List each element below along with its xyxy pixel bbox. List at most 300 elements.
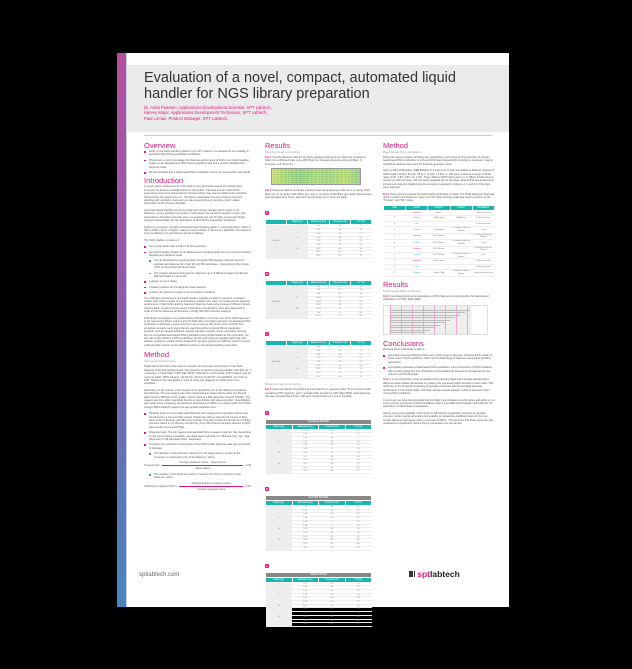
results-heading: Results (383, 279, 409, 289)
table-cell: 5 (384, 233, 406, 239)
column-header: Trueness (%) (319, 577, 346, 582)
column-header: CV (%) (345, 577, 372, 582)
author-line: Dr. Anita Pearson, Applications Development Scientist, SPT Labtech, (144, 105, 272, 110)
caption-text: Sample dispense data for the firefly pipetting head for a 1µL dispense of aqueous buffer into a 384-well plate using 384-50µL tips. Average dispense volume 0.98µL; % Trueness -1.8, %CV=2.2 (265, 156, 366, 166)
table-cell: 1.0 (350, 255, 371, 259)
column-left (144, 139, 251, 494)
table-cell: 0.98 (308, 232, 329, 236)
column-header: Reagent (428, 205, 450, 210)
table-cell: 0.7 (329, 357, 350, 361)
column-middle (265, 139, 372, 630)
table-cell: 2 (345, 437, 372, 441)
paragraph: In recent years, advancements in the field of next-generation sequencing (NGS) have improved our access to detailed genomic information. Samples that are destined for sequencing need to be processed into libraries before they can be loaded onto a machine that performs the sequencing run. This library preparation process involves numerous pipetting and incubation steps and can take several days to complete, which makes automation of this process desirable. (144, 185, 247, 206)
column-header: Measured (µL) (308, 341, 329, 346)
header-divider (144, 135, 492, 136)
table-cell: 10.0 (292, 459, 319, 463)
table-cell: 0.9 (329, 285, 350, 289)
table-cell (287, 315, 308, 319)
sptlabtech-logo (409, 569, 460, 579)
table-cell: -1.8 (329, 346, 350, 350)
table-cell: -1 (319, 524, 346, 528)
table-cell: Supernatant (428, 227, 450, 233)
table-cell: 1.01 (308, 293, 329, 297)
table-cell: -1.0 (329, 225, 350, 229)
method-subheading: Bead-based DNA purification (383, 150, 422, 154)
table-cell: - (428, 221, 450, 227)
table-cell: 1.8 (345, 524, 372, 528)
caption-text: Steps used to execute the bead-based purification on firefly. The firefly dispense head was used to perform all "Dispense" steps, and the firefly pipetting head was used to perform all the "Transfer" and "Mix" steps. (383, 192, 495, 203)
table-cell: Transfer (406, 240, 428, 246)
table-cell: 2.00 (292, 440, 319, 444)
table-cell: 0.0 (329, 364, 350, 368)
table-cell: Purification plate (472, 264, 494, 270)
figure-caption (383, 193, 495, 203)
table-cell: Transfer (406, 227, 428, 233)
table-cell: - (428, 264, 450, 270)
gel-band (390, 317, 455, 318)
table-cell: 2.6 (345, 506, 372, 510)
gradient-side-bar (117, 53, 126, 607)
formula-fraction (162, 461, 243, 470)
column-header: Trueness (%) (319, 424, 346, 429)
method-subheading: Volumetric performance (144, 359, 176, 364)
table-cell: 1.0 (345, 528, 372, 532)
table-cell: -0.8 (329, 255, 350, 259)
results-heading: Results (265, 141, 291, 150)
table-cell: 10.0 (292, 528, 319, 532)
table-cell: Dispense (406, 259, 428, 265)
column-header: CV (%) (350, 341, 371, 346)
method-heading: Method (383, 141, 409, 150)
table-cell: 10 (384, 264, 406, 270)
table-cell: 0.0 (319, 528, 346, 532)
table-cell: 0.0 (319, 582, 346, 586)
table-cell: 2 (384, 216, 406, 222)
table-cell: 0.5 (345, 466, 372, 470)
table-cell: 1 (266, 506, 293, 510)
table-cell: 10.0 (292, 604, 319, 608)
table-cell: 0 (319, 433, 346, 437)
table-cell: -0.5 (319, 597, 346, 601)
table-cell: 5.00 (308, 243, 329, 247)
column-header: CV (%) (345, 501, 372, 506)
table-cell: 0.0 (319, 506, 346, 510)
table-cell: 1.0 (350, 372, 371, 376)
list-item: two moving decks with a total of 16 deck positions (144, 245, 251, 248)
table-cell: -2.1 (329, 232, 350, 236)
figure-label: Fig 1. (265, 156, 272, 159)
table-cell: 20.0 (292, 623, 319, 627)
gel-band (390, 322, 445, 323)
table-cell: -0.6 (329, 375, 350, 379)
table-cell: Mix (406, 221, 428, 227)
table-cell: 1.99 (292, 601, 319, 605)
table-cell: 5.03 (308, 357, 329, 361)
table-cell: 2.3 (350, 349, 371, 353)
table-cell: 1.6 (345, 593, 372, 597)
table-cell: 0.5 (350, 315, 371, 319)
table-cell: Dispense (406, 210, 428, 216)
table-cell: -0.1 (319, 535, 346, 539)
table-cell: - (450, 233, 472, 239)
side-divider (126, 53, 127, 607)
table-cell: 0.8 (350, 364, 371, 368)
overview-list (144, 150, 251, 174)
steps-table (383, 205, 495, 277)
table-cell: 1.98 (292, 517, 319, 521)
table-cell: 1 (287, 346, 308, 350)
table-cell: 1.8 (345, 582, 372, 586)
table-cell: 0.0 (319, 532, 346, 536)
table-cell: 49.9 (308, 372, 329, 376)
gel-band (390, 327, 435, 328)
table-cell: 1.0 (345, 451, 372, 455)
table-cell: -2.0 (329, 353, 350, 357)
column-header: Step (384, 205, 406, 210)
table-cell: 1.0 (345, 535, 372, 539)
table-cell: 7 (384, 246, 406, 252)
table-cell: 1.01 (292, 509, 319, 513)
table-cell: 1.0 (350, 251, 371, 255)
table-cell: 0.5 (350, 311, 371, 315)
poster (117, 53, 509, 626)
dispense-tables (265, 401, 372, 627)
table-label: B (266, 487, 269, 492)
list-item: a loading position for the dispense head reagents (144, 286, 251, 289)
plate-heatmap-image (271, 168, 361, 185)
paragraph: Depending on the volume of test reagent to be quantified, one of two different procedures was followed. The test reagent was either dispensed into target volume wells of a 96-well plate (Greiner 655101) or the smaller volume wells of a 384-well plate (Greiner 781091). The reagent was then either quantified directly or after dilution with aqueous buffer. Quantification was achieved by measuring the tartrazine absorbance at 405nm on a plate reader (FLUOstar Omega, BMG Labtech) against the appropriate standard curve. (144, 388, 251, 409)
gel-band (390, 312, 465, 313)
table-cell: 1.6 (350, 285, 371, 289)
table-cell: 0.7 (345, 623, 372, 627)
table-cell: 5.00 (308, 364, 329, 368)
table-cell: - (450, 221, 472, 227)
table-cell: 4 (384, 227, 406, 233)
table-cell: 0.0 (319, 429, 346, 433)
gel-band (390, 320, 450, 321)
table-cell: 1.98 (292, 520, 319, 524)
sub-list-item: The air-displacement pipetting head comprises 384 pipetting channels and can aspirate and dispense from both 96 and 384 well plates – depending on the format of the tip-box presented to the head. (144, 259, 251, 269)
conclusions-list (383, 354, 495, 376)
table-cell: 80% Ethanol (428, 240, 450, 246)
table-cell: Purification plate on Magnet (450, 253, 472, 259)
sub-list-item: The positive displacement head can dispense up to 8 different reagents to 96 and 384 well plates on the decks. (144, 272, 251, 279)
column-header: Measured (µL) (292, 424, 319, 429)
table-cell: 1.00 (292, 589, 319, 593)
table-cell: Purification plate (472, 216, 494, 222)
data-table (265, 280, 372, 319)
table-cell: Transfer (406, 253, 428, 259)
table-cell: Purification plate on Magnet (472, 246, 494, 252)
table-cell: 10.0 (292, 451, 319, 455)
table-cell (266, 470, 293, 474)
table-cell: 0.98 (308, 229, 329, 233)
table-cell: 1.0 (345, 455, 372, 459)
logo-spt: spt (417, 569, 430, 579)
formula-denominator: Target volume (195, 467, 211, 471)
table-cell: 1.00 (292, 506, 319, 510)
table-cell: 3 (384, 221, 406, 227)
column-header: Trueness (%) (329, 280, 350, 285)
list-item: accurately dispense different fluids over a wide range of volumes, including fluids similar to those used in NGS workflows, which can be challenging to dispense using liquid handling automation. (383, 354, 495, 364)
table-cell: 0.5 (350, 307, 371, 311)
author-line: Harvey Major, Applications Development Technician, SPT Labtech, (144, 110, 268, 116)
table-cell: 0.7 (350, 357, 371, 361)
table-cell (287, 375, 308, 379)
table-cell: 100 (308, 311, 329, 315)
logo-dots-icon (409, 571, 415, 577)
table-cell: 0.98 (308, 349, 329, 353)
column-header: Target (µL) (266, 577, 293, 582)
table-cell: 1 (384, 210, 406, 216)
poster-title: Evaluation of a novel, compact, automated liquid handler for NGS library preparation (144, 70, 456, 102)
table-label: A (266, 211, 269, 216)
column-header: Source (450, 205, 472, 210)
table-cell: 49.5 (308, 251, 329, 255)
table-cell: 2.2 (350, 346, 371, 350)
column-header: Target (µL) (266, 501, 293, 506)
table-cell: 2.00 (292, 444, 319, 448)
table-cell: 20.0 (292, 462, 319, 466)
table-cell: 0.98 (308, 353, 329, 357)
table-cell: -1.6 (329, 229, 350, 233)
list-item: positions for process modules such as heaters or shakers (144, 291, 251, 294)
paragraph: The firefly platform consists of: (144, 238, 180, 242)
table-cell: 0.6 (350, 240, 371, 244)
formula-lhs: Trueness (%) = (144, 464, 161, 468)
table-title: BEAD BUFFER (266, 572, 372, 577)
table-cell: -0.2 (329, 368, 350, 372)
table-cell: 0.6 (345, 546, 372, 550)
paragraph: NGS library preparations use bead-based purifications to sort the size of the DNA fragments in the sequencing library and to purify the DNA after enzymatic reactions. A bead-based DNA purification is therefore a good protocol to use to assess the performance of firefly. The procedure includes many steps that are used throughout a typical library preparation protocol, such as reagent additions, sample transfers, sample mixing, and waste removal. We ran a simplified bead-based DNA purification using a DNA ladder as the input DNA. Our aim was to test whether a DNA purification can be performed successfully with firefly and whether consistent results can be obtained for samples prepared in different columns across a 96-well plate, as this can be difficult to achieve using liquid handling automation. (144, 316, 251, 347)
table-cell: 0.0 (319, 440, 346, 444)
table-cell: 50 (287, 368, 308, 372)
table-cell: 0.0 (319, 615, 346, 619)
table-row (266, 470, 372, 474)
table-cell (266, 623, 293, 627)
table-cell: 49.7 (308, 247, 329, 251)
table-cell: 0 (329, 243, 350, 247)
table-cell: 0.99 (308, 225, 329, 229)
figure-label: Fig 2. (265, 189, 272, 193)
table-cell: 100.7 (308, 315, 329, 319)
table-cell: 0.0 (319, 470, 346, 474)
table-title: ENZYME BUFFER (266, 496, 372, 501)
table-cell: 1.00 (292, 586, 319, 590)
figure-caption (265, 156, 372, 166)
footer-url[interactable]: sptlabtech.com (139, 572, 180, 578)
method-heading: Method (144, 350, 170, 360)
table-cell: 1.01 (308, 285, 329, 289)
table-cell: 5.05 (308, 240, 329, 244)
table-cell: 20.0 (292, 543, 319, 547)
table-cell: 1.0 (350, 368, 371, 372)
table-cell: 2.00 (292, 448, 319, 452)
column-header: Measured (µL) (308, 220, 329, 225)
table-cell: 20 (266, 539, 293, 543)
table-cell: 2.3 (350, 229, 371, 233)
table-cell: Trash (472, 253, 494, 259)
logo-labtech: labtech (430, 569, 460, 579)
table-cell: 0.6 (350, 243, 371, 247)
table-cell: 20.0 (292, 546, 319, 550)
table-row (266, 546, 372, 550)
table-cell: 0.8 (329, 236, 350, 240)
table-cell: 2 (350, 232, 371, 236)
results-subheading: Pipetting head volumetrics (265, 150, 301, 154)
gel-band (390, 310, 470, 311)
column-header: Destination (472, 205, 494, 210)
table-cell: - (450, 259, 472, 265)
table-cell: Purification plate (472, 221, 494, 227)
table-cell: 10.02 (308, 304, 329, 308)
table-cell: Beads (428, 210, 450, 216)
table-cell: 0.6 (345, 539, 372, 543)
list-item: Dispense head: The test reagent was aspirated from a reagent reservoir, then depending on the volume being quantified, was dispensed to all wells of a 384-well (1µL, 2µL, 10µL dispenses) or 96-well plate (20µL, dispenses). (144, 431, 251, 441)
table-cell: DNA sample (428, 216, 450, 222)
table-cell: Purification plate (472, 210, 494, 216)
introduction-heading: Introduction (144, 176, 184, 186)
table-cell: 100.3 (308, 307, 329, 311)
paragraph: We have shown that firefly is able to: (383, 347, 426, 351)
group-cell: 96-125µL (266, 285, 287, 318)
trueness-formula (144, 461, 251, 470)
paragraph: The volumetric performance of a liquid handler underlies its ability to produce consistent results, both within a single run and between multiple runs. Here, we measured the dispense performance of the firefly pipetting head and dispense head using a range of different liquids. Viscous fluids, similar to those used in NGS library preparations, were also dispensed in order to test the dispense performance of firefly with NGS-relevant reagents. (144, 296, 251, 314)
table-cell: Trash (472, 240, 494, 246)
table-cell: Trash (472, 227, 494, 233)
table-cell: Purification plate (472, 259, 494, 265)
table-cell: 0.0 (319, 513, 346, 517)
table-cell: 1 (287, 225, 308, 229)
figure-caption (265, 189, 372, 199)
table-cell: -1.6 (329, 349, 350, 353)
data-table (383, 205, 495, 277)
table-cell: 0.3 (329, 300, 350, 304)
table-cell: 80% Ethanol (428, 233, 450, 239)
table-cell: 11 (384, 270, 406, 276)
table-cell: 0.0 (319, 619, 346, 623)
table-cell: 1 (287, 285, 308, 289)
table-cell: 0.2 (329, 304, 350, 308)
table-cell (287, 255, 308, 259)
column-header: Trueness (%) (329, 341, 350, 346)
list-item: firefly, a new liquid handling platform from SPT Labtech, is evaluated for its suitability to automate NGS library preparation workflows. (144, 150, 251, 157)
column-header: CV (%) (345, 424, 372, 429)
table-label: C (266, 332, 269, 337)
table-cell: 0.8 (350, 360, 371, 364)
table-cell: 10.03 (308, 300, 329, 304)
table-cell: Dispense (406, 246, 428, 252)
table-cell: 5.02 (308, 360, 329, 364)
table-cell: -0.5 (319, 601, 346, 605)
gel-band (390, 315, 460, 316)
paragraph: firefly's novel combination of an air-displacement pipetting head and a positive displacement dispense head enables all samples in a plate to be processed within seconds of each other. This uniformity in the temporal processing of samples combined with the accurate dispense performance of the firefly heads minimizes sample-sample variation, which is important when running NGS workflows. (383, 378, 494, 396)
table-cell: New destination plate (472, 270, 494, 276)
group-cell: 384-50µL (266, 346, 287, 379)
table-cell: 20.0 (292, 470, 319, 474)
table-cell: 5 (287, 236, 308, 240)
table-cell: 0.0 (319, 459, 346, 463)
table-cell: 1.8 (345, 520, 372, 524)
table-cell (266, 546, 293, 550)
table-cell: 20.0 (292, 619, 319, 623)
paragraph: Having proven the suitability of the firefly for NGS library preparation methods at standard volumes, further testing will explore its capability to miniaturize workflows based on the non-contact dispense technology down to volumes of 200nL. This will show that firefly users can also miniaturize to significantly reduce library preparation cost per sample. (383, 411, 494, 425)
table-cell: 2.3 (345, 433, 372, 437)
table-cell: 10 (292, 455, 319, 459)
table-cell: 1.0 (345, 532, 372, 536)
table-cell: 10 (287, 296, 308, 300)
table-label: A (266, 410, 269, 415)
group-cell: 96-50µL (266, 225, 287, 258)
table-cell: 1.00 (292, 582, 319, 586)
table-cell: -0.5 (319, 593, 346, 597)
table-cell: 8 (384, 253, 406, 259)
table-cell: 0.3 (329, 307, 350, 311)
table-cell: 1.6 (345, 440, 372, 444)
column-header: Trueness (%) (329, 220, 350, 225)
table-cell: 0.6 (345, 619, 372, 623)
table-cell: 0.6 (350, 236, 371, 240)
table-cell: 20.0 (292, 615, 319, 619)
formula-rhs: x 100 (245, 484, 251, 488)
table-cell: 49.9 (308, 368, 329, 372)
table-cell: 20 (266, 615, 293, 619)
author-line: Paul Lomax, Product Manager, SPT Labtech, (144, 115, 228, 121)
table-cell: 0.3 (329, 296, 350, 300)
data-table (265, 419, 372, 474)
table-cell: Eluted DNA (428, 270, 450, 276)
table-cell: 2.1 (350, 353, 371, 357)
table-cell: 2 (266, 593, 293, 597)
table-cell: 2.1 (345, 589, 372, 593)
table-cell: 0.0 (319, 586, 346, 590)
table-cell: 0.9 (329, 240, 350, 244)
list-item: We demonstrate that a bead-based DNA purification can be run successfully using firefly. (144, 171, 251, 174)
table-cell: 2.2 (350, 225, 371, 229)
table-cell: 0 (329, 311, 350, 315)
formula-denominator: Average measured volume (196, 487, 226, 491)
column-header: Measured (µL) (292, 501, 319, 506)
table-cell: 0.98 (308, 346, 329, 350)
table-cell: 1.6 (345, 444, 372, 448)
table-cell: 9.99 (292, 535, 319, 539)
table-cell: 1.0 (345, 608, 372, 612)
table-cell: Purification plate on Magnet (450, 240, 472, 246)
table-cell: 1.8 (345, 448, 372, 452)
table-cell: 0.0 (319, 455, 346, 459)
table-cell: 1.8 (345, 586, 372, 590)
table-cell: Mix (406, 264, 428, 270)
table-cell: DNA source (450, 216, 472, 222)
platform-list (144, 245, 251, 294)
table-cell: 1.00 (292, 437, 319, 441)
table-cell: 9 (384, 259, 406, 265)
pipetting-tables (265, 201, 372, 379)
column-header: CV (%) (350, 220, 371, 225)
table-cell: 1.0 (350, 375, 371, 379)
list-item: two liquid handling heads: an air-displacement pipetting head and a non-contact positive displacement dispense head (144, 251, 251, 258)
paragraph: In summary, we have demonstrated that the firefly's good dispense performance and ability to run a key protocol component of NGS workflows make it a versatile liquid handler well suited for the automation of NGS library preparations. (383, 398, 495, 409)
table-cell: -0.2 (329, 372, 350, 376)
formula-fraction (179, 482, 243, 491)
table-cell: 0.7 (329, 315, 350, 319)
table-cell: 1.99 (292, 593, 319, 597)
table-cell: Transfer (406, 270, 428, 276)
table-cell: 1.0 (345, 459, 372, 463)
list-item: Photometry is used to evaluate the dispense performance of firefly's two liquid handling heads: an air-displacement 384-channel pipetting head and a positive displacement dispense head. (144, 159, 251, 169)
table-cell: 2.6 (345, 513, 372, 517)
table-cell: 50 (287, 247, 308, 251)
